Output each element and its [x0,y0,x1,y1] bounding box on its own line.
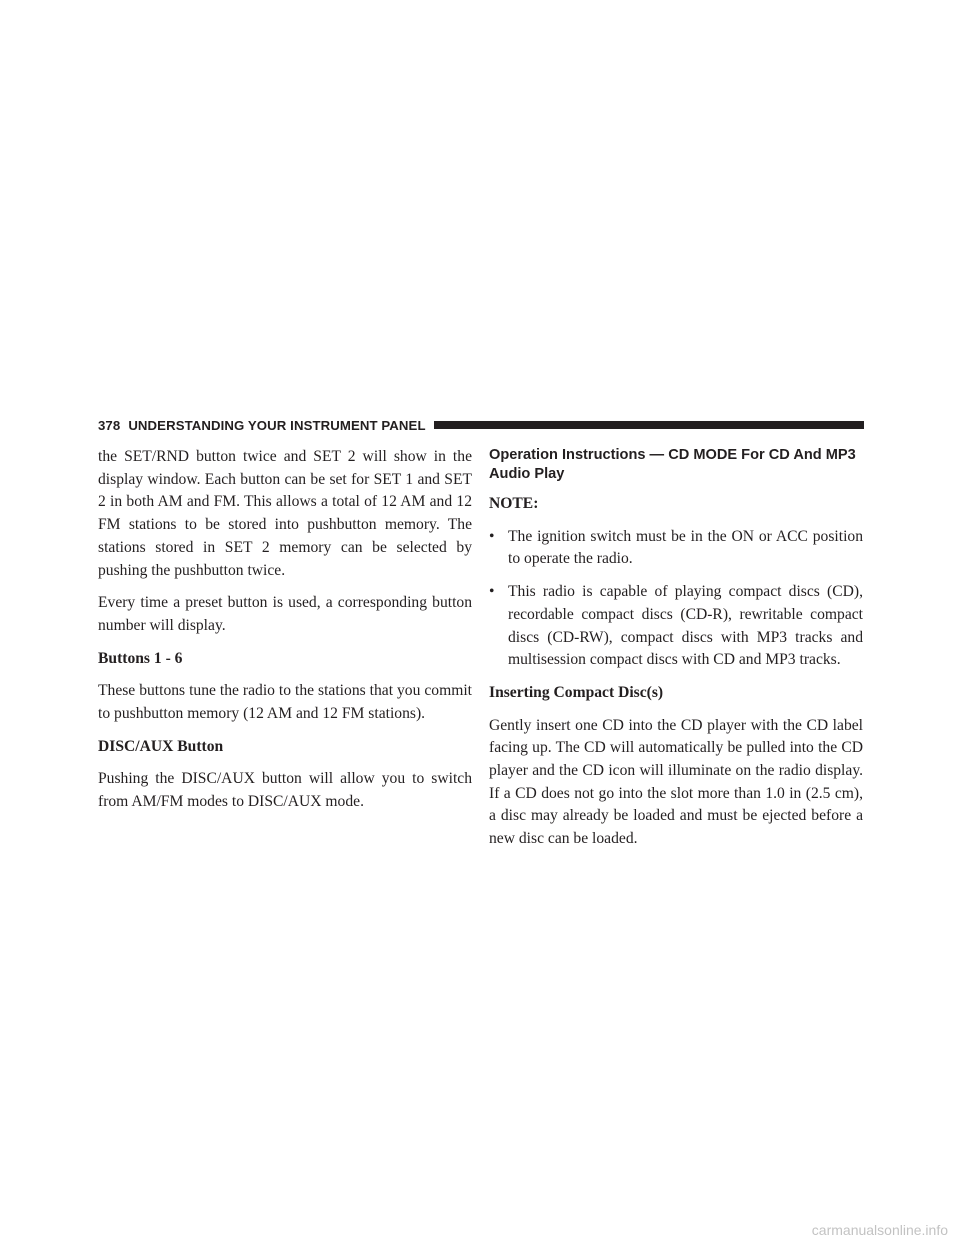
page-header [98,415,864,435]
list-item [489,526,863,571]
list-item [489,581,863,672]
note-label: NOTE: [489,495,539,512]
paragraph-disc-aux: Pushing the DISC/AUX button will allow you to switch from AM/FM modes to DISC/AUX mode. [98,770,472,811]
page-number: 378 [98,417,121,433]
bullet-text-ignition: The ignition switch must be in the ON or ACC position to operate the radio. [508,527,863,568]
heading-inserting-discs: Inserting Compact Disc(s) [489,683,664,701]
section-title: UNDERSTANDING YOUR INSTRUMENT PANEL [128,417,426,433]
header-rule [434,421,864,429]
watermark: carmanualsonline.info [811,1222,948,1238]
paragraph-inserting-discs: Gently insert one CD into the CD player with the CD label facing up. The CD will automatically be pulled into the CD player and the CD icon will illuminate on the radio display. If a CD does not go into the slot more than 1.0 in (2.5 cm), a disc may already be loaded and must be ejected before a new disc can be loaded. [489,716,863,848]
heading-disc-aux-button: DISC/AUX Button [98,737,224,755]
bullet-icon: • [489,527,495,545]
left-column [98,446,472,824]
heading-cd-mode: Operation Instructions — CD MODE For CD And MP3 Audio Play [489,447,856,482]
paragraph-buttons-1-6: These buttons tune the radio to the stations that you commit to pushbutton memory (12 AM and 12 FM stations). [98,682,472,723]
bullet-text-disc-types: This radio is capable of playing compact discs (CD), recordable compact discs (CD-R), rewritable compact discs (CD-RW), compact discs with MP3 tracks and multisession compact discs with CD and MP3 tracks. [508,583,863,669]
paragraph-set-rnd: the SET/RND button twice and SET 2 will show in the display window. Each button can be set for SET 1 and SET 2 in both AM and FM. This allows a total of 12 AM and 12 FM stations to be stored into pushbutton memory. The stations stored in SET 2 memory can be selected by pushing the pushbutton twice. [98,448,472,579]
heading-buttons-1-6: Buttons 1 - 6 [98,649,183,667]
right-column [489,446,863,861]
bullet-icon: • [489,583,495,601]
note-bullet-list [489,526,863,672]
paragraph-preset-display: Every time a preset button is used, a corresponding button number will display. [98,594,472,634]
